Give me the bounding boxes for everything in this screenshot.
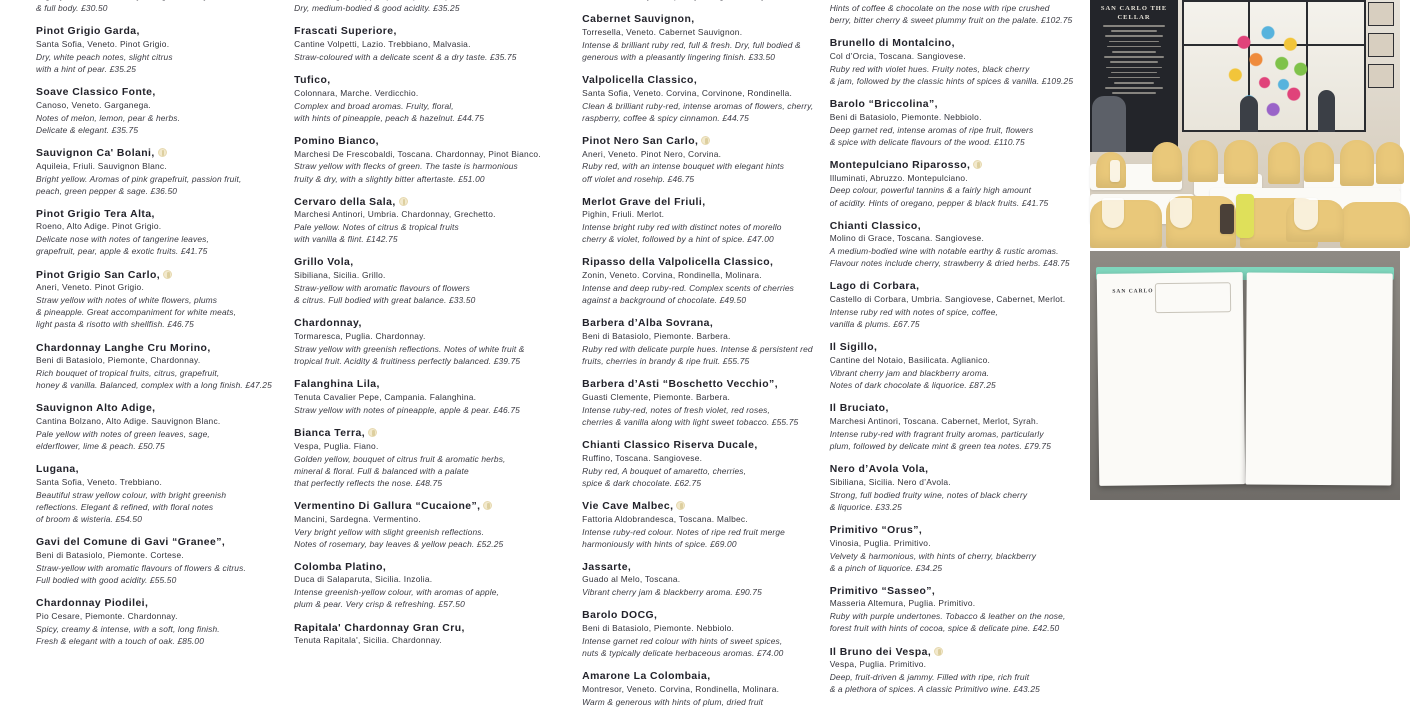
wine-entry xyxy=(830,37,1084,87)
wine-entry xyxy=(36,269,294,331)
wine-entry xyxy=(582,439,830,489)
wine-name: Montepulciano Riparosso, xyxy=(830,159,1084,173)
wine-origin: Beni di Batasiolo, Piemonte. Nebbiolo. xyxy=(829,111,982,122)
wine-description-line: tropical fruit. Acidity & fruitiness perfectly balanced. £39.75 xyxy=(294,356,521,367)
wine-entry xyxy=(36,536,294,586)
wine-name: Primitivo “Sasseo”, xyxy=(829,585,936,597)
wine-name: Primitivo “Orus”, xyxy=(829,524,923,536)
wine-name: Gavi del Comune di Gavi “Granee”, xyxy=(36,537,226,549)
wine-origin: Masseria Altemura, Puglia. Primitivo. xyxy=(829,598,976,609)
wall-picture-frames xyxy=(1368,2,1396,95)
wine-name: Soave Classico Fonte, xyxy=(36,87,156,99)
wine-description-line: Straw-yellow with aromatic flavours of flowers xyxy=(294,283,470,294)
wine-description-line: Straw yellow with notes of white flowers, plums xyxy=(36,295,218,306)
wine-name: Barbera d’Alba Sovrana, xyxy=(582,318,714,330)
picture-frame xyxy=(1368,64,1394,88)
wine-name: Pinot Grigio Garda, xyxy=(36,26,140,38)
wine-origin: Ruffino, Toscana. Sangiovese. xyxy=(582,452,703,463)
wine-origin: Beni di Batasiolo, Piemonte. Barbera. xyxy=(582,331,731,342)
wine-name: Jassarte, xyxy=(582,561,632,573)
wine-description-line: plum & pear. Very crisp & refreshing. £57.50 xyxy=(294,599,465,610)
wine-entry xyxy=(294,74,582,124)
wine-description-line: Notes of rosemary, bay leaves & yellow peach. £52.25 xyxy=(294,538,504,549)
wine-description-line: Golden yellow, bouquet of citrus fruit & aromatic herbs, xyxy=(294,453,506,464)
wine-description-line: cherry & violet, followed by a hint of spice. £47.00 xyxy=(582,234,774,245)
wine-name: Vie Cave Malbec, xyxy=(582,500,830,514)
wine-origin: Pighin, Friuli. Merlot. xyxy=(582,209,665,220)
picture-frame xyxy=(1368,33,1394,57)
wine-description-line: & citrus. Full bodied with great balance. £33.50 xyxy=(294,295,476,306)
wine-origin: Sibiliana, Sicilia. Grillo. xyxy=(294,270,386,281)
wine-origin: Montresor, Veneto. Corvina, Rondinella, Molinara. xyxy=(582,684,780,695)
wine-entry xyxy=(582,561,830,599)
dining-chair xyxy=(1340,202,1410,248)
wine-description-line: Delicate & elegant. £35.75 xyxy=(36,124,139,135)
dining-chair xyxy=(1376,142,1404,184)
wine-name: Chianti Classico, xyxy=(829,220,922,232)
wine-origin: Torresella, Veneto. Cabernet Sauvignon. xyxy=(582,26,743,37)
wine-name: Amarone La Colombaia, xyxy=(582,671,711,683)
wine-entry xyxy=(294,25,582,63)
pepper-mill xyxy=(1220,204,1234,234)
wine-description-line: light pasta & risotto with shellfish. £46.75 xyxy=(36,319,194,330)
wine-name: Chardonnay, xyxy=(294,318,362,330)
wine-description-line: of broom & wisteria. £54.50 xyxy=(36,514,142,525)
wine-description-line: & jam, followed by the classic hints of spices & vanilla. £109.25 xyxy=(829,75,1074,86)
wine-name: Tufico, xyxy=(294,74,331,86)
wine-description-line: Intense ruby-red colour. Notes of ripe red fruit merge xyxy=(582,526,785,537)
wine-entry xyxy=(36,597,294,647)
wine-description-line: & liquorice. £33.25 xyxy=(829,501,902,512)
wine-name: Rapitala' Chardonnay Gran Cru, xyxy=(294,622,465,634)
picture-frame xyxy=(1368,2,1394,26)
wine-origin: Aquileia, Friuli. Sauvignon Blanc. xyxy=(36,160,167,171)
wine-description-line: Straw yellow with flecks of green. The taste is harmonious xyxy=(294,161,518,172)
wine-name: Nero d’Avola Vola, xyxy=(829,464,929,476)
wine-entry xyxy=(36,342,294,392)
wine-description-line: peach, green pepper & sage. £36.50 xyxy=(36,185,178,196)
wine-origin: Marchesi Antinori, Toscana. Cabernet, Merlot, Syrah. xyxy=(829,415,1039,426)
restaurant-interior-photo xyxy=(1090,0,1400,248)
wine-origin: Santa Sofia, Veneto. Pinot Grigio. xyxy=(36,38,170,49)
wine-description-line: berry, bitter cherry & sweet plummy fruit on the palate. £102.75 xyxy=(829,15,1073,26)
wine-description-line: Intense ruby-red, notes of fresh violet, red roses, xyxy=(582,404,770,415)
wine-description-line: Warm & generous with hints of plum, dried fruit xyxy=(582,696,764,707)
wine-name: Pinot Nero San Carlo, xyxy=(582,135,830,149)
wine-origin: Vespa, Puglia. Primitivo. xyxy=(829,659,927,670)
chalkboard-line xyxy=(1112,92,1156,94)
menu-page-left xyxy=(1097,272,1246,486)
wine-description-line: Vibrant cherry jam and blackberry aroma. xyxy=(829,367,990,378)
wine-origin: Beni di Batasiolo, Piemonte, Chardonnay. xyxy=(36,355,201,366)
wine-description-line: with hints of pineapple, peach & hazelnut. £44.75 xyxy=(294,112,485,123)
dining-chair xyxy=(1090,200,1162,248)
menu-booklet-scene xyxy=(1090,251,1400,500)
wine-origin: Marchesi De Frescobaldi, Toscana. Chardonnay, Pinot Bianco. xyxy=(294,148,541,159)
wine-description-line: generous with a pleasantly lingering finish. £33.50 xyxy=(582,51,776,62)
award-medal-icon xyxy=(483,501,492,510)
wine-name: Lago di Corbara, xyxy=(829,281,920,293)
dining-chair xyxy=(1304,142,1334,182)
wine-description-line: Intense bright ruby red with distinct notes of morello xyxy=(582,222,782,233)
open-menu-booklet-photo xyxy=(1090,251,1400,500)
wine-origin: Cantine del Notaio, Basilicata. Aglianico. xyxy=(829,355,991,366)
wine-description-line: Pale yellow with notes of green leaves, sage, xyxy=(36,429,210,439)
wine-origin: Tenuta Rapitala', Sicilia. Chardonnay. xyxy=(294,635,442,646)
wine-description-line: Flavour notes include cherry, strawberry & dried herbs. £48.75 xyxy=(829,258,1070,269)
award-medal-icon xyxy=(701,136,710,145)
wine-column-1 xyxy=(36,0,294,646)
wine-origin: Marchesi Antinori, Umbria. Chardonnay, Grechetto. xyxy=(294,209,496,220)
wine-origin: Santa Sofia, Veneto. Corvina, Corvinone, Rondinella. xyxy=(582,87,793,98)
wine-origin: Beni di Batasiolo, Piemonte. Cortese. xyxy=(36,549,184,560)
wine-origin: Roeno, Alto Adige. Pinot Grigio. xyxy=(36,221,162,232)
wine-origin: Pio Cesare, Piemonte. Chardonnay. xyxy=(36,610,178,621)
wine-name: Merlot Grave del Friuli, xyxy=(582,196,706,208)
wine-name: Pinot Grigio Tera Alta, xyxy=(36,208,155,220)
wine-description-line: off violet and rosehip. £46.75 xyxy=(582,173,695,184)
wine-name: Barbera d’Asti “Boschetto Vecchio”, xyxy=(582,379,779,391)
wine-description-line: Intense greenish-yellow colour, with aromas of apple, xyxy=(294,587,500,598)
wine-glass xyxy=(1102,198,1124,228)
chalkboard-line xyxy=(1108,77,1160,79)
olive-oil-bottle xyxy=(1236,194,1254,238)
chalkboard-line xyxy=(1104,56,1164,58)
wine-description-line: Deep colour, powerful tannins & a fairly high amount xyxy=(829,185,1032,196)
award-medal-icon xyxy=(934,647,943,656)
wine-glass xyxy=(1294,198,1318,230)
wine-origin: Beni di Batasiolo, Piemonte. Nebbiolo. xyxy=(582,623,735,634)
wine-origin: Duca di Salaparuta, Sicilia. Inzolia. xyxy=(294,574,433,585)
wine-name: Il Sigillo, xyxy=(829,342,878,354)
wine-entry xyxy=(36,0,294,14)
chalkboard-line xyxy=(1103,25,1165,27)
wine-entry xyxy=(830,280,1084,330)
dining-chair xyxy=(1152,142,1182,182)
wine-description-line: vanilla & plums. £67.75 xyxy=(829,319,920,330)
wine-entry xyxy=(582,135,830,185)
wine-entry xyxy=(582,500,830,550)
wine-description-line: Ruby red with violet hues. Fruity notes, black cherry xyxy=(829,63,1030,74)
wine-description-line: Straw yellow with greenish reflections. Notes of white fruit & xyxy=(294,343,525,354)
seated-guest xyxy=(1240,96,1258,132)
wine-description-line: & a pinch of liquorice. £34.25 xyxy=(829,562,943,573)
wine-description-line: reflections. Elegant & refined, with floral notes xyxy=(36,501,214,512)
wine-description-line: Vibrant cherry jam & blackberry aroma. £90.75 xyxy=(582,587,762,598)
wine-description-line: Intense ruby-red with fragrant fruity aromas, particularly xyxy=(829,428,1044,439)
wine-description-line: Ruby red, A bouquet of amaretto, cherries, xyxy=(582,465,747,476)
wine-entry xyxy=(582,378,830,428)
wine-entry xyxy=(294,427,582,489)
wine-description-line: raspberry, coffee & spicy cinnamon. £44.75 xyxy=(582,112,749,123)
chalkboard-line xyxy=(1106,67,1162,69)
award-medal-icon xyxy=(973,160,982,169)
wine-description-line: plum, followed by delicate mint & green tea notes. £79.75 xyxy=(829,440,1051,451)
wine-origin: Tenuta Cavalier Pepe, Campania. Falanghina. xyxy=(294,391,477,402)
chalkboard-line xyxy=(1111,72,1157,74)
wine-origin: Vinosia, Puglia. Primitivo. xyxy=(829,537,931,548)
wine-name: Barolo “Briccolina”, xyxy=(829,98,938,110)
wine-name: Cervaro della Sala, xyxy=(294,196,582,210)
chalkboard-line xyxy=(1114,82,1154,84)
wine-entry xyxy=(582,74,830,124)
wine-origin: Molino di Grace, Toscana. Sangiovese. xyxy=(829,233,985,244)
wine-column-3 xyxy=(582,0,830,707)
wine-entry xyxy=(36,208,294,258)
wine-entry xyxy=(582,609,830,659)
wine-description-line: spice & dark chocolate. £62.75 xyxy=(582,477,702,488)
wine-description-line: honey & vanilla. Balanced, complex with a long finish. £47.25 xyxy=(36,380,272,391)
wine-glass xyxy=(1170,198,1192,228)
wine-origin: Illuminati, Abruzzo. Montepulciano. xyxy=(829,172,968,183)
wine-name: Lugana, xyxy=(36,464,79,476)
wine-name: Colomba Platino, xyxy=(294,561,387,573)
wine-name: Chardonnay Langhe Cru Morino, xyxy=(36,342,211,354)
menu-page-right xyxy=(1245,272,1392,485)
wine-description-line: against a background of chocolate. £49.50 xyxy=(582,295,747,306)
wine-name: Bianca Terra, xyxy=(294,427,582,441)
wine-description-line: Fresh & elegant with a touch of oak. £85.00 xyxy=(36,635,205,646)
wine-name: Pomino Bianco, xyxy=(294,135,379,147)
wine-name: Falanghina Lila, xyxy=(294,379,380,391)
wine-description-line: Full bodied with good acidity. £55.50 xyxy=(36,574,177,585)
award-medal-icon xyxy=(676,501,685,510)
wine-entry xyxy=(830,585,1084,635)
wine-description-line: harmoniously with hints of spice. £69.00 xyxy=(582,538,737,549)
wine-description-line: with vanilla & flint. £142.75 xyxy=(294,234,398,245)
chalkboard-text-lines xyxy=(1098,25,1170,98)
wine-name: Barolo DOCG, xyxy=(582,610,658,622)
wine-name: Ripasso della Valpolicella Classico, xyxy=(582,257,774,269)
chalkboard-line xyxy=(1111,30,1157,32)
dining-chair xyxy=(1188,140,1218,182)
wine-origin: Col d’Orcia, Toscana. Sangiovese. xyxy=(829,50,966,61)
wine-entry xyxy=(294,0,582,14)
wine-description-line: Notes of melon, lemon, pear & herbs. xyxy=(36,112,181,123)
wine-entry xyxy=(830,0,1084,26)
wine-description-line: Straw-coloured with a delicate scent & a dry taste. £35.75 xyxy=(294,51,517,62)
wine-entry xyxy=(36,402,294,452)
wine-origin: Aneri, Veneto. Pinot Nero, Corvina. xyxy=(582,148,722,159)
wine-description-line: Straw yellow with notes of pineapple, apple & pear. £46.75 xyxy=(294,404,520,415)
wine-entry xyxy=(582,317,830,367)
wine-description-line: Intense and deep ruby-red. Complex scents of cherries xyxy=(582,283,794,294)
dining-chairs xyxy=(1090,130,1400,248)
wine-origin: Tormaresca, Puglia. Chardonnay. xyxy=(294,331,426,342)
chalkboard-line xyxy=(1107,46,1161,48)
wine-entry xyxy=(830,463,1084,513)
wine-description-line: Dry, white peach notes, slight citrus xyxy=(36,51,173,62)
award-medal-icon xyxy=(158,148,167,157)
wine-description-line xyxy=(582,0,830,2)
wine-name: Sauvignon Ca' Bolani, xyxy=(36,147,294,161)
wine-origin: Mancini, Sardegna. Vermentino. xyxy=(294,513,421,524)
wine-origin: Aneri, Veneto. Pinot Grigio. xyxy=(36,282,145,293)
wine-entry xyxy=(294,561,582,611)
wine-entry xyxy=(294,500,582,550)
wine-description-line: Deep, fruit-driven & jammy. Filled with ripe, rich fruit xyxy=(829,672,1030,683)
wine-name: Chardonnay Piodilei, xyxy=(36,597,149,609)
wine-description-line: Intense & brilliant ruby red, full & fresh. Dry, full bodied & xyxy=(582,39,801,50)
chalkboard-line xyxy=(1109,41,1159,43)
chalkboard-line xyxy=(1105,35,1163,37)
wine-description-line: Strong, full bodied fruity wine, notes of black cherry xyxy=(829,489,1028,500)
award-medal-icon xyxy=(368,428,377,437)
wine-origin: Sibiliana, Sicilia. Nero d’Avola. xyxy=(829,476,951,487)
wine-description-line: Velvety & harmonious, with hints of cherry, blackberry xyxy=(829,550,1037,561)
wine-entry xyxy=(294,256,582,306)
wine-entry xyxy=(36,147,294,197)
wine-entry xyxy=(36,86,294,136)
wine-name: Frascati Superiore, xyxy=(294,26,397,38)
wine-description-line: Notes of dark chocolate & liquorice. £87.25 xyxy=(829,380,996,391)
dining-chair xyxy=(1268,142,1300,184)
wine-description-line: fruits, cherries in brandy & ripe fruit. £55.75 xyxy=(582,356,750,367)
wine-description-line: & spice with delicate flavours of the wood. £110.75 xyxy=(829,136,1025,147)
wine-description-line: that perfectly reflects the nose. £48.75 xyxy=(294,477,443,488)
wine-name: Grillo Vola, xyxy=(294,257,354,269)
wine-description-line: Dry, medium-bodied & good acidity. £35.25 xyxy=(294,3,460,14)
wine-entry xyxy=(294,622,582,648)
wine-entry xyxy=(582,670,830,708)
wine-description-line: Bright yellow. Aromas of pink grapefruit, passion fruit, xyxy=(36,173,242,184)
wine-description-line: Straw-yellow with aromatic flavours of flowers & citrus. xyxy=(36,562,246,573)
wine-origin: Fattoria Aldobrandesca, Toscana. Malbec. xyxy=(582,513,748,524)
wine-description-line: & full body. £30.50 xyxy=(36,3,108,14)
wine-description-line: Deep garnet red, intense aromas of ripe fruit, flowers xyxy=(829,124,1034,135)
condiment-bottle xyxy=(1110,160,1120,182)
wine-description-line: Pale yellow. Notes of citrus & tropical fruits xyxy=(294,222,459,233)
wine-origin: Santa Sofia, Veneto. Trebbiano. xyxy=(36,476,163,487)
wine-description-line: fruity & dry, with a slightly bitter aftertaste. £51.00 xyxy=(294,173,485,184)
wine-description-line: of acidity. Hints of oregano, pepper & black fruits. £41.75 xyxy=(829,197,1049,208)
chalkboard-line xyxy=(1110,61,1158,63)
menu-logo: SAN CARLO xyxy=(1112,288,1154,295)
wine-origin: Castello di Corbara, Umbria. Sangiovese, Cabernet, Merlot. xyxy=(829,294,1066,305)
wine-description-line: mineral & floral. Full & balanced with a palate xyxy=(294,465,469,476)
seated-guest xyxy=(1318,90,1335,132)
wine-description-line: with a hint of pear. £35.25 xyxy=(36,63,137,74)
wine-entry xyxy=(830,524,1084,574)
wine-entry xyxy=(294,135,582,185)
wine-entry xyxy=(582,0,830,2)
wine-name: Chianti Classico Riserva Ducale, xyxy=(582,440,758,451)
wine-name: Il Bruciato, xyxy=(829,403,889,415)
wine-entry xyxy=(830,341,1084,391)
wine-entry xyxy=(36,463,294,525)
wine-description-line: & a plethora of spices. A classic Primitivo wine. £43.25 xyxy=(829,684,1040,695)
wine-entry xyxy=(582,196,830,246)
wine-entry xyxy=(830,98,1084,148)
wine-origin: Cantine Volpetti, Lazio. Trebbiano, Malvasia. xyxy=(294,38,471,49)
wine-description-line: forest fruit with hints of cocoa, spice & delicate pine. £42.50 xyxy=(829,623,1060,634)
wine-description-line: Rich bouquet of tropical fruits, citrus, grapefruit, xyxy=(36,368,220,379)
wine-entry xyxy=(830,220,1084,270)
wine-description-line: grapefruit, pear, apple & exotic fruits. £41.75 xyxy=(36,246,208,257)
wine-origin: Canoso, Veneto. Garganega. xyxy=(36,99,151,110)
wine-entry xyxy=(830,159,1084,209)
dining-chair xyxy=(1340,140,1374,186)
wine-name: Sauvignon Alto Adige, xyxy=(36,403,156,415)
wine-column-2 xyxy=(294,0,582,646)
award-medal-icon xyxy=(399,197,408,206)
wine-name: Pinot Grigio San Carlo, xyxy=(36,269,294,283)
wine-description-line: nuts & typically delicate herbaceous aromas. £74.00 xyxy=(582,648,784,659)
wine-description-line: Delicate nose with notes of tangerine leaves, xyxy=(36,234,209,245)
wine-entry xyxy=(830,646,1084,696)
wine-name: Cabernet Sauvignon, xyxy=(582,14,695,26)
wine-entry xyxy=(36,25,294,75)
wine-entry xyxy=(294,196,582,246)
wine-entry xyxy=(294,378,582,416)
wine-description-line: Hints of coffee & chocolate on the nose with ripe crushed xyxy=(829,2,1050,13)
wine-entry xyxy=(830,402,1084,452)
wine-description-line: Intense garnet red colour with hints of sweet spices, xyxy=(582,636,783,647)
wine-origin: Cantina Bolzano, Alto Adige. Sauvignon Blanc. xyxy=(36,416,221,427)
wine-description-line: elderflower, lime & peach. £50.75 xyxy=(36,441,165,452)
wine-entry xyxy=(582,13,830,63)
interior-scene xyxy=(1090,0,1400,248)
menu-callout-box xyxy=(1155,282,1231,313)
wine-description-line: A medium-bodied wine with notable earthy & rustic aromas. xyxy=(829,246,1059,257)
wine-origin: Vespa, Puglia. Fiano. xyxy=(294,440,379,451)
wine-description-line: Intense ruby red with notes of spice, coffee, xyxy=(829,307,998,318)
wine-description-line: Ruby with purple undertones. Tobacco & leather on the nose, xyxy=(829,611,1066,622)
menu-right-text-lines xyxy=(1247,272,1393,273)
wine-description-line: Clean & brilliant ruby-red, intense aromas of flowers, cherry, xyxy=(582,100,814,111)
wine-origin: Guado al Melo, Toscana. xyxy=(582,574,681,585)
dining-chair xyxy=(1224,140,1258,184)
bauble-wreath xyxy=(1225,25,1311,121)
wine-description-line: Spicy, creamy & intense, with a soft, long finish. xyxy=(36,623,220,634)
wine-name: Il Bruno dei Vespa, xyxy=(830,646,1084,660)
chalkboard-line xyxy=(1112,51,1156,53)
wine-origin: Zonin, Veneto. Corvina, Rondinella, Molinara. xyxy=(582,270,762,281)
wine-origin: Colonnara, Marche. Verdicchio. xyxy=(294,87,419,98)
wine-origin: Guasti Clemente, Piemonte. Barbera. xyxy=(582,391,731,402)
chalkboard-title: SAN CARLO THE CELLAR xyxy=(1100,5,1168,22)
wine-entry xyxy=(294,317,582,367)
award-medal-icon xyxy=(163,270,172,279)
wine-description-line: Ruby red, with an intense bouquet with elegant hints xyxy=(582,161,785,172)
wine-description-line: Very bright yellow with slight greenish reflections. xyxy=(294,526,485,537)
wine-description-line: Beautiful straw yellow colour, with bright greenish xyxy=(36,489,227,500)
wine-column-4 xyxy=(829,0,1084,695)
wine-name: Vermentino Di Gallura “Cucaione”, xyxy=(294,500,582,514)
wine-entry xyxy=(582,256,830,306)
wine-description-line: Complex and broad aromas. Fruity, floral, xyxy=(294,100,454,111)
chalkboard-line xyxy=(1105,87,1163,89)
wine-description-line: cherries & vanilla along with light sweet tobacco. £55.75 xyxy=(582,416,799,427)
wine-description-line: Ruby red with delicate purple hues. Intense & persistent red xyxy=(582,343,813,354)
wine-name: Brunello di Montalcino, xyxy=(829,38,955,50)
wine-description-line: & pineapple. Great accompaniment for white meats, xyxy=(36,307,237,318)
photo-rail xyxy=(1090,0,1400,500)
wine-name: Valpolicella Classico, xyxy=(582,74,698,86)
